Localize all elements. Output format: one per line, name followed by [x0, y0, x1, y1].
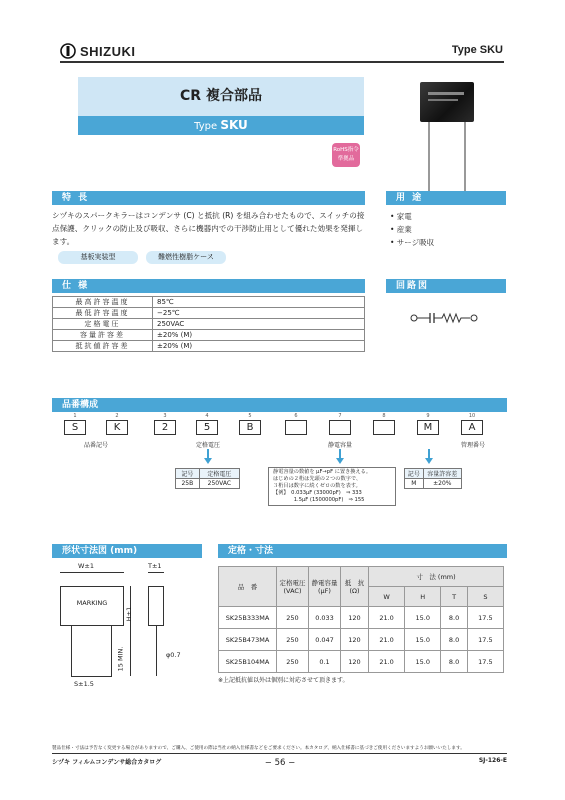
footer-code: SJ-126-E	[478, 757, 507, 764]
rc-circuit-icon	[410, 310, 482, 326]
brand-logo	[60, 43, 136, 59]
box-index: 9	[426, 413, 430, 419]
label-capacitance: 静電容量	[327, 442, 352, 449]
code-box: B	[239, 420, 261, 435]
tolerance-code-table: 記号 容量許容差 M ±20%	[404, 468, 462, 489]
part-number-heading: 品番構成	[52, 398, 507, 412]
arrow-capacitance-head	[336, 458, 344, 464]
box-index: 6	[294, 413, 298, 419]
ratings-note: ※上記抵抗値以外は個別に対応させて頂きます。	[218, 677, 349, 684]
subtitle-box	[78, 116, 364, 135]
applications-heading: 用 途	[386, 191, 506, 205]
table-row: 最高許容温度 85℃	[53, 297, 365, 308]
type-label: Type SKU	[451, 44, 503, 56]
application-item: • 産業	[390, 225, 412, 234]
code-box: A	[461, 420, 483, 435]
brand-name: SHIZUKI	[80, 43, 136, 59]
code-box: 2	[154, 420, 176, 435]
product-photo	[420, 82, 474, 192]
code-box	[329, 420, 351, 435]
page-number: − 56 −	[264, 758, 296, 768]
height-label: H±1	[125, 606, 134, 622]
arrow-voltage-head	[204, 458, 212, 464]
code-box: K	[106, 420, 128, 435]
label-series: 品番記号	[83, 442, 108, 449]
footer-disclaimer: 製品仕様・寸法は予告なく変更する場合がありますので、ご購入、ご使用の際は当社の納入仕様書などをご要求ください。本カタログ、納入仕様書に基づきご使用くださいますようお願いいたします。	[52, 746, 465, 751]
diameter-label: φ0.7	[166, 651, 181, 659]
dimensions-heading: 形状寸法図 (mm)	[52, 544, 202, 558]
features-text: シヅキのスパークキラーはコンデンサ (C) と抵抗 (R) を組み合わせたもので、スイッチの接点保護、クリックの防止及び吸収、さらに機器内での干渉防止用として優れた効果を発揮します。	[52, 211, 365, 246]
table-row: SK25B333MA 250 0.033 120 21.0 15.0 8.0 17.5	[219, 607, 504, 629]
application-item: • 家電	[390, 212, 412, 221]
table-row: 最低許容温度 −25℃	[53, 308, 365, 319]
table-row: 抵抗値許容差 ±20% (M)	[53, 341, 365, 352]
code-box	[285, 420, 307, 435]
lead-length-label: 15 MIN.	[116, 646, 125, 672]
applications-list	[390, 210, 434, 249]
circuit-heading: 回路図	[386, 279, 506, 293]
box-index: 7	[338, 413, 342, 419]
tag-smt: 基板実装型	[58, 251, 138, 264]
subtitle-bold: SKU	[220, 118, 248, 132]
subtitle-prefix: Type	[194, 121, 221, 132]
code-box: M	[417, 420, 439, 435]
code-box: 5	[196, 420, 218, 435]
title-box	[78, 77, 364, 116]
table-row: 容量許容差 ±20% (M)	[53, 330, 365, 341]
width-label: W±1	[78, 562, 95, 570]
box-index: 2	[115, 413, 119, 419]
pitch-label: S±1.5	[74, 680, 94, 688]
table-row: SK25B104MA 250 0.1 120 21.0 15.0 8.0 17.5	[219, 651, 504, 673]
header-rule	[60, 61, 504, 63]
footer-rule	[52, 753, 507, 754]
box-index: 10	[468, 413, 476, 419]
shizuki-logo-icon	[60, 43, 76, 59]
marking-label: MARKING	[76, 599, 108, 607]
code-box	[373, 420, 395, 435]
tag-flame-retardant: 難燃性樹脂ケース	[146, 251, 226, 264]
label-voltage: 定格電圧	[195, 442, 220, 449]
table-row: 定格電圧 250VAC	[53, 319, 365, 330]
specs-heading: 仕 様	[52, 279, 365, 293]
table-row: SK25B473MA 250 0.047 120 21.0 15.0 8.0 17.5	[219, 629, 504, 651]
ratings-table: 品 番 定格電圧 (VAC) 静電容量 (μF) 抵 抗 (Ω) 寸 法 (mm) W H T S SK25B333MA 250 0.033 120 21.0 15.0 8.0 17.5 SK25B473MA 250 0.047 120 21.0 15.0 8.0 17.5 SK25B104MA 250 0.1 120 21.0 15.0 8.0 17.5	[218, 566, 504, 673]
box-index: 5	[248, 413, 252, 419]
box-index: 3	[163, 413, 167, 419]
features-heading: 特 長	[52, 191, 365, 205]
page-title: CR 複合部品	[180, 88, 262, 104]
capacitance-code-note: 静電容量の数値を μF→pF に置き換える。 はじめの２桁は先頭の２つの数字で、 ３桁目は数字に続くゼロの数を表す。 【例】 0.033μF (33000pF) ⇒ 333 1.5μF (1500000pF) ⇒ 155	[268, 467, 396, 506]
rohs-badge: RoHS指令準拠品	[332, 143, 360, 167]
box-index: 1	[73, 413, 77, 419]
application-item: • サージ吸収	[390, 238, 435, 247]
specs-table	[52, 296, 365, 352]
box-index: 8	[382, 413, 386, 419]
box-index: 4	[205, 413, 209, 419]
ratings-heading: 定格・寸法	[218, 544, 507, 558]
arrow-tolerance-head	[425, 458, 433, 464]
footer-catalog: シヅキ フィルムコンデンサ総合カタログ	[52, 759, 162, 766]
thickness-label: T±1	[148, 562, 162, 570]
label-management: 管理番号	[460, 442, 485, 449]
voltage-code-table: 記号 定格電圧 25B 250VAC	[175, 468, 240, 489]
code-box: S	[64, 420, 86, 435]
